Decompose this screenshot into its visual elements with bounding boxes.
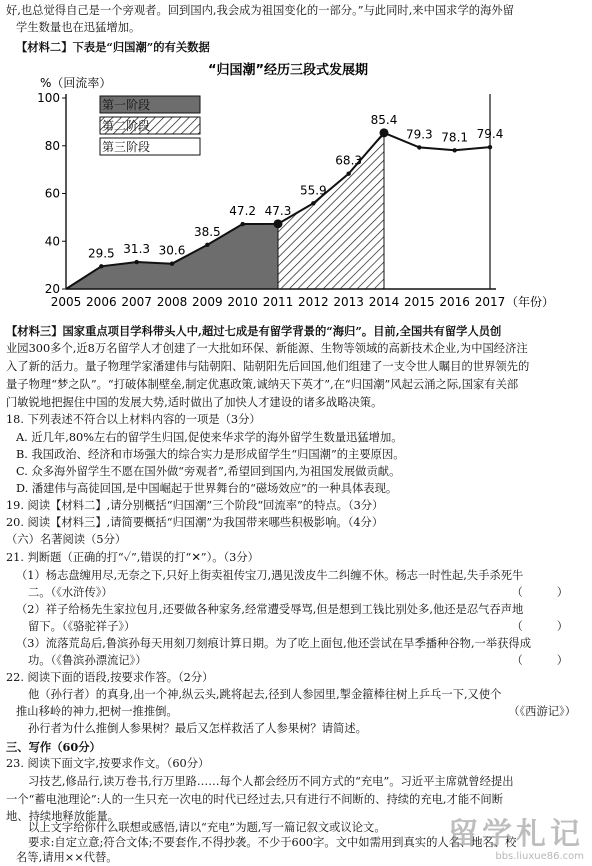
data-point: [99, 264, 103, 268]
data-point: [346, 171, 350, 175]
x-tick-label: 2016: [439, 295, 470, 309]
watermark-site: bbs.liuxue86.com: [495, 851, 584, 862]
q23-stem: 23. 阅读下面文字,按要求作文。（60分）: [6, 757, 210, 770]
q22-question: 孙行者为什么推倒人参果树？最后又怎样救活了人参果树？请简述。: [28, 722, 367, 735]
return-rate-chart: [0, 60, 592, 320]
section-6: （六）名著阅读（5分）: [6, 533, 127, 546]
y-tick-label: 100: [37, 91, 60, 105]
y-tick-label: 80: [44, 138, 60, 153]
watermark-logo: [448, 819, 584, 862]
q23-task: 以上文字给你什么联想或感悟,请以“充电”为题,写一篇记叙文或议论文。: [28, 821, 386, 834]
legend-label: 第二阶段: [102, 119, 151, 133]
q21-s2-line2: 留下。（《骆驼祥子》）: [28, 620, 136, 633]
y-axis-label: %（回流率）: [40, 76, 112, 90]
data-point: [274, 219, 283, 228]
data-point: [240, 222, 244, 226]
q21-s1-line1: （1）杨志盘缠用尽,无奈之下,只好上街卖祖传宝刀,遇见泼皮牛二纠缠不休。杨志一时性起,失手杀死牛: [16, 569, 524, 582]
q18-option-d: D. 潘建伟与高徒回国,是中国崛起于世界舞台的“磁场效应”的一种具体表现。: [16, 482, 398, 495]
data-point: [311, 201, 315, 205]
q21-s3-answer-blank[interactable]: （ ）: [511, 654, 568, 667]
q18-option-b: B. 我国政治、经济和市场强大的综合实力是形成留学生“归国潮”的主要原因。: [16, 448, 405, 461]
q23-passage-3: 地、持续地释放能量。: [6, 810, 119, 823]
q18-option-a: A. 近几年,80%左右的留学生归国,促使来华求学的海外留学生数量迅猛增加。: [16, 431, 403, 444]
q23-requirements-2: 名等,请用××代替。: [16, 851, 118, 864]
data-label: 55.9: [299, 183, 327, 198]
chart-title: “归国潮”经历三段式发展期: [207, 63, 369, 78]
q21-s1-answer-blank[interactable]: （ ）: [511, 586, 568, 599]
data-label: 85.4: [370, 112, 398, 127]
material-3-line-3: 入了新的活力。量子物理学家潘建伟与陆朝阳、陆朝阳先后回国,他们组建了一支令世人瞩目的世界领先的: [6, 360, 530, 373]
material-3-line-1: 【材料三】国家重点项目学科带头人中,超过七成是有留学背景的“海归”。目前,全国共有留学人员创: [6, 324, 502, 338]
q21-s3-line2: 功。（《鲁滨孙漂流记》）: [28, 654, 147, 667]
x-tick-label: 2015: [404, 295, 435, 309]
data-label: 68.3: [335, 153, 363, 168]
x-tick-label: 2008: [156, 295, 188, 309]
x-tick-label: 2011: [262, 295, 294, 309]
intro-line-1: 好,也总觉得自己是一个旁观者。回到国内,我会成为祖国变化的一部分。”与此同时,来中国求学的海外留: [6, 4, 514, 17]
material-3-line-2: 业园300多个,近8万名留学人才创建了一大批如环保、新能源、生物等领域的高新技术企业,为中国经济注: [6, 342, 528, 355]
data-point: [417, 145, 421, 149]
y-tick-label: 40: [44, 234, 60, 249]
section-3-writing: 三、写作（60分）: [6, 740, 101, 754]
data-label: 30.6: [158, 243, 186, 258]
x-tick-label: 2010: [227, 295, 258, 309]
q18-stem: 18. 下列表述不符合以上材料内容的一项是（3分）: [6, 413, 261, 426]
x-tick-label: 2017: [474, 295, 506, 309]
data-label: 79.4: [476, 127, 504, 142]
y-tick-label: 20: [44, 282, 60, 296]
x-tick-label: 2007: [121, 295, 152, 309]
watermark-logo-text: 留学札记: [448, 817, 584, 852]
q21-stem: 21. 判断题（正确的打“✓”,错误的打“✕”）。（3分）: [6, 551, 259, 564]
data-point: [380, 128, 389, 137]
q23-passage-1: 习技艺,修品行,读万卷书,行万里路……每个人都会经历不同方式的“充电”。习近平主席就曾经提出: [28, 775, 514, 788]
phase-2-area: [278, 133, 384, 289]
q21-s3-line1: （3）流落荒岛后,鲁滨孙每天用刻刀刻痕计算日期。为了吃上面包,他还尝试在旱季播种谷物,一举获得成: [16, 637, 532, 650]
q22-stem: 22. 阅读下面的语段,按要求作答。（2分）: [6, 671, 214, 684]
q23-passage-2: 一个“蓄电池理论”:人的一生只充一次电的时代已经过去,只有进行不间断的、持续的充电,才能不间断: [6, 793, 504, 806]
material-2-heading: 【材料二】下表是“归国潮”的有关数据: [16, 40, 210, 54]
x-tick-label: 2006: [86, 295, 117, 309]
data-point: [205, 243, 209, 247]
material-3-line-5: 门敏锐地把握住中国的发展大势,适时做出了加快人才建设的诸多战略决策。: [6, 396, 383, 409]
data-label: 78.1: [441, 130, 469, 145]
data-label: 79.3: [405, 127, 433, 142]
data-point: [170, 261, 174, 265]
data-label: 47.3: [264, 203, 292, 218]
data-label: 29.5: [87, 246, 115, 261]
q18-option-c: C. 众多海外留学生不愿在国外做“旁观者”,希望回到国内,为祖国发展做贡献。: [16, 465, 401, 478]
y-tick-label: 60: [44, 186, 60, 201]
legend-label: 第一阶段: [102, 98, 151, 112]
x-tick-label: 2014: [368, 295, 400, 309]
data-point: [134, 260, 138, 264]
x-tick-label: 2005: [50, 295, 82, 309]
data-label: 47.2: [229, 204, 257, 219]
q20: 20. 阅读【材料三】,请简要概括“归国潮”为我国带来哪些积极影响。（4分）: [6, 516, 384, 529]
data-label: 31.3: [123, 242, 151, 257]
x-tick-label: 2013: [333, 295, 364, 309]
data-point: [452, 148, 456, 152]
data-point: [488, 145, 492, 149]
q22-passage-1: 他（孙行者）的真身,出一个神,纵云头,跳将起去,径到人参园里,掣金箍棒往树上乒乓一下,又使个: [28, 688, 502, 701]
x-axis-label: （年份）: [506, 295, 555, 309]
q23-requirements: 要求:自定立意;符合文体;不要套作,不得抄袭。不少于600字。文中如需用到真实的人名、地名、校: [28, 836, 517, 849]
q19: 19. 阅读【材料二】,请分别概括“归国潮”三个阶段“回流率”的特点。（3分）: [6, 499, 384, 512]
intro-line-2: 学生数量也在迅猛增加。: [16, 21, 141, 34]
q21-s2-line1: （2）祥子给杨先生家拉包月,还要做各种家务,经常遭受辱骂,但是想到工钱比别处多,他还是忍气吞声地: [16, 603, 524, 616]
legend-label: 第三阶段: [102, 140, 151, 154]
data-label: 38.5: [193, 224, 221, 239]
q22-source: （《西游记》）: [508, 705, 576, 718]
q21-s2-answer-blank[interactable]: （ ）: [511, 620, 568, 633]
q22-passage-2: 推山移岭的神力,把树一推推倒。: [16, 705, 178, 718]
material-3-line-4: 量子物理“梦之队”。“打破体制壁垒,制定优惠政策,诚纳天下英才”,在“归国潮”风起云涌之际,国家有关部: [6, 378, 519, 391]
x-tick-label: 2012: [298, 295, 329, 309]
x-tick-label: 2009: [192, 295, 223, 309]
q21-s1-line2: 二。（《水浒传》）: [28, 586, 113, 599]
